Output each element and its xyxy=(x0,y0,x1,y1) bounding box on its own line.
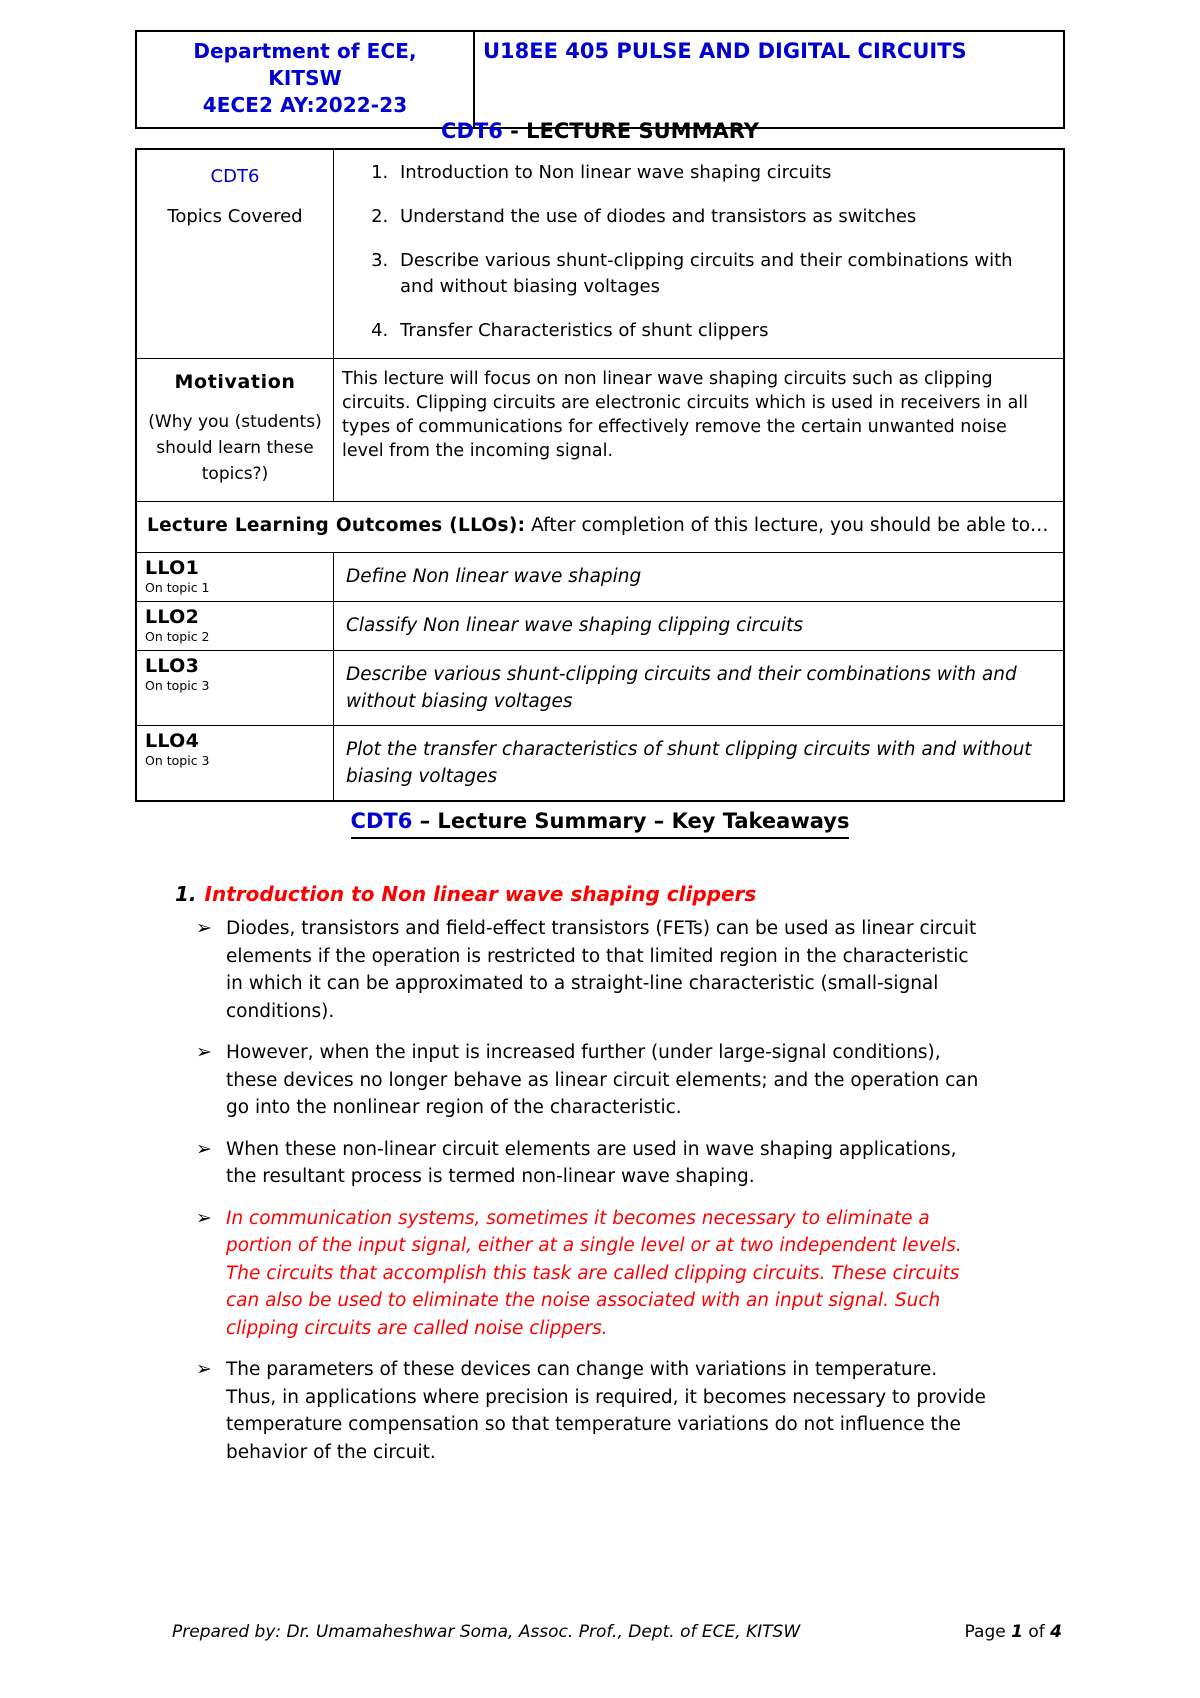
topics-list xyxy=(352,160,1049,344)
masthead-row xyxy=(136,31,1064,128)
section-title: Introduction to Non linear wave shaping clippers xyxy=(204,882,757,906)
topics-code: CDT6 xyxy=(210,166,260,187)
lecture-code: CDT6 xyxy=(441,119,503,143)
takeaways-bullet-list xyxy=(196,915,986,1480)
list-item xyxy=(196,1136,986,1191)
llo-key-cell xyxy=(136,602,334,651)
llo-row xyxy=(136,651,1064,726)
llo-text-cell: Describe various shunt-clipping circuits and their combinations with and without biasing voltages xyxy=(334,651,1065,726)
key-takeaways-heading xyxy=(135,806,1065,839)
masthead-table xyxy=(135,30,1065,129)
list-item xyxy=(196,1205,986,1343)
topics-label-cell xyxy=(136,149,334,359)
list-item-text: However, when the input is increased further (under large-signal conditions), these devices no longer behave as linear circuit elements; and the operation can go into the nonlinear region of the characteristic. xyxy=(226,1042,979,1118)
topics-label-text: Topics Covered xyxy=(167,206,303,227)
motivation-label-cell xyxy=(136,359,334,502)
llo-topic-ref: On topic 3 xyxy=(145,678,210,693)
llo-key-label: LLO2 xyxy=(145,606,200,628)
topics-row xyxy=(136,149,1064,359)
arrowhead-bullet-icon: ➢ xyxy=(196,917,212,939)
topic-item: 1. Introduction to Non linear wave shaping circuits xyxy=(394,160,1049,186)
llo-key-label: LLO3 xyxy=(145,655,200,677)
course-title: U18EE 405 PULSE AND DIGITAL CIRCUITS xyxy=(483,39,967,63)
list-item-text: In communication systems, sometimes it becomes necessary to eliminate a portion of the input signal, either at a single level or at two independent levels. The circuits that accomplish this task are called clipping circuits. These circuits can also be used to eliminate the noise associated with an input signal. Such clipping circuits are called noise clippers. xyxy=(226,1207,962,1339)
topic-item: 3. Describe various shunt-clipping circuits and their combinations with and without biasing voltages xyxy=(394,248,1049,300)
llo-header-bold: Lecture Learning Outcomes (LLOs): xyxy=(147,515,526,536)
motivation-subtitle: (Why you (students) should learn these topics?) xyxy=(148,412,322,484)
page-footer xyxy=(172,1622,1062,1642)
llo-key-label: LLO1 xyxy=(145,557,200,579)
llo-row xyxy=(136,602,1064,651)
llo-key-cell xyxy=(136,651,334,726)
page-prefix: Page xyxy=(964,1622,1012,1642)
llo-row xyxy=(136,726,1064,802)
arrowhead-bullet-icon: ➢ xyxy=(196,1137,212,1160)
page-mid: of xyxy=(1022,1622,1051,1642)
arrowhead-bullet-icon: ➢ xyxy=(196,1206,212,1229)
llo-text-cell: Plot the transfer characteristics of shunt clipping circuits with and without biasing voltages xyxy=(334,726,1065,802)
list-item-text: Diodes, transistors and field-effect transistors (FETs) can be used as linear circuit elements if the operation is restricted to that limited region in the characteristic in which it can be approximated to a straight-line characteristic (small-signal conditions). xyxy=(226,918,977,1022)
arrowhead-bullet-icon: ➢ xyxy=(196,1358,212,1380)
list-item xyxy=(196,1039,986,1122)
list-item xyxy=(196,915,986,1025)
motivation-body-cell: This lecture will focus on non linear wave shaping circuits such as clipping circuits. Clipping circuits are electronic circuits which is used in receivers in all types of communications for effectively remove the certain unwanted noise level from the incoming signal. xyxy=(334,359,1065,502)
masthead-department-cell xyxy=(136,31,474,128)
section-heading xyxy=(175,880,1035,908)
llo-header-cell xyxy=(136,502,1064,553)
list-item xyxy=(196,1356,986,1466)
motivation-title: Motivation xyxy=(174,371,296,393)
page-number xyxy=(965,1622,1062,1642)
lecture-title-rest: - LECTURE SUMMARY xyxy=(502,119,759,143)
llo-header-rest: After completion of this lecture, you should be able to… xyxy=(525,515,1049,536)
llo-topic-ref: On topic 3 xyxy=(145,753,210,768)
topic-item: 4. Transfer Characteristics of shunt clippers xyxy=(394,318,1049,344)
llo-text-cell: Classify Non linear wave shaping clipping circuits xyxy=(334,602,1065,651)
page-current: 1 xyxy=(1011,1622,1023,1642)
llo-key-cell xyxy=(136,553,334,602)
list-item-text: When these non-linear circuit elements are used in wave shaping applications, the resultant process is termed non-linear wave shaping. xyxy=(226,1138,957,1187)
page-total: 4 xyxy=(1050,1622,1062,1642)
lecture-summary-title xyxy=(135,118,1065,144)
prepared-by-text: Prepared by: Dr. Umamaheshwar Soma, Assoc. Prof., Dept. of ECE, KITSW xyxy=(172,1622,801,1642)
masthead-course-cell xyxy=(474,31,1064,128)
llo-topic-ref: On topic 2 xyxy=(145,629,210,644)
llo-key-label: LLO4 xyxy=(145,730,200,752)
motivation-row xyxy=(136,359,1064,502)
key-takeaways-underline xyxy=(351,806,850,839)
list-item-text: The parameters of these devices can change with variations in temperature. Thus, in applications where precision is required, it becomes necessary to provide temperature compensation so that temperature variations do not influence the behavior of the circuit. xyxy=(226,1359,986,1463)
llo-topic-ref: On topic 1 xyxy=(145,580,210,595)
llo-header-row xyxy=(136,502,1064,553)
takeaways-code: CDT6 xyxy=(350,809,413,833)
llo-text-cell: Define Non linear wave shaping xyxy=(334,553,1065,602)
llo-key-cell xyxy=(136,726,334,802)
department-line-2: KITSW xyxy=(268,66,342,90)
llo-row xyxy=(136,553,1064,602)
topic-item: 2. Understand the use of diodes and transistors as switches xyxy=(394,204,1049,230)
department-line-3: 4ECE2 AY:2022-23 xyxy=(202,93,408,117)
topics-list-cell xyxy=(334,149,1065,359)
department-line-1: Department of ECE, xyxy=(193,39,417,63)
takeaways-rest: – Lecture Summary – Key Takeaways xyxy=(412,809,850,833)
section-number: 1. xyxy=(175,882,197,906)
arrowhead-bullet-icon: ➢ xyxy=(196,1041,212,1063)
lecture-summary-table xyxy=(135,148,1065,802)
